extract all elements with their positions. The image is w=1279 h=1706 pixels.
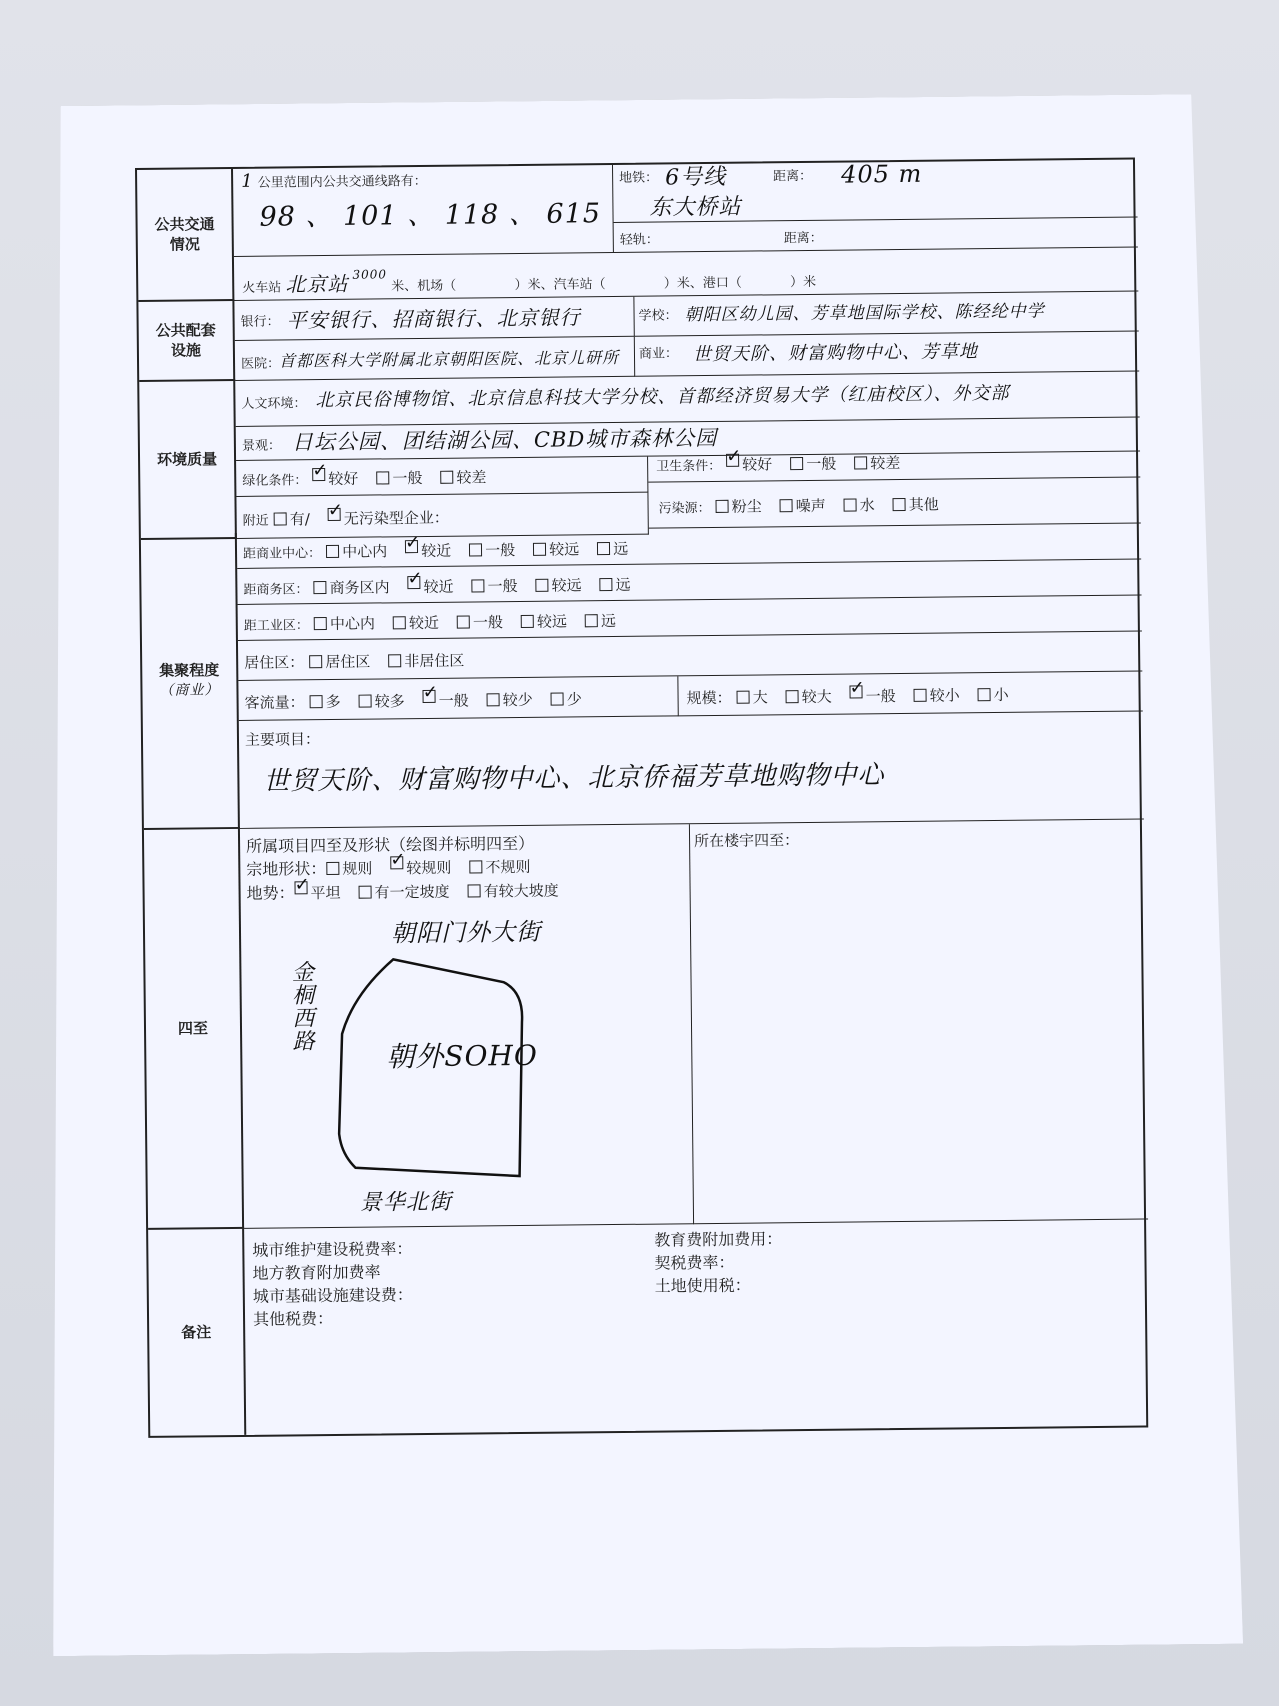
terrain-option[interactable] [359, 883, 450, 902]
checkbox-icon[interactable] [850, 685, 863, 698]
green-label: 绿化条件： [242, 473, 308, 489]
checkbox-icon[interactable] [405, 540, 418, 553]
building-boundary-cell [690, 819, 1148, 1224]
airport-label: 米、机场（ [391, 278, 457, 295]
traffic-label: 客流量： [244, 693, 305, 712]
meter-end-label: ）米 [790, 274, 817, 291]
green-cell [236, 457, 648, 497]
bus-lines-value: 98 、 101 、 118 、 615 [259, 198, 602, 233]
option-label: 大 [752, 688, 768, 707]
checkbox-icon[interactable] [274, 512, 287, 525]
commerce-label: 商业： [638, 346, 679, 362]
project-boundary-cell [240, 824, 694, 1229]
culture-label: 人文环境： [241, 396, 307, 412]
bank-label: 银行： [240, 314, 280, 330]
port-label: ）米、港口（ [663, 275, 742, 292]
shape-option[interactable] [390, 859, 451, 878]
option-label: 无污染型企业： [343, 508, 449, 528]
option-label: 商务区内 [329, 578, 390, 597]
option-label: 不规则 [485, 857, 531, 877]
checkbox-icon[interactable] [469, 860, 482, 873]
ind-option[interactable] [585, 612, 616, 630]
shape-label: 宗地形状： [246, 859, 327, 879]
option-label: 较小 [929, 686, 960, 705]
sketch-west-label: 金桐西路 [288, 960, 315, 1053]
pollution-label: 污染源： [658, 500, 711, 517]
subway-label: 地铁： [619, 170, 659, 186]
checkbox-icon[interactable] [487, 693, 500, 706]
checkbox-icon[interactable] [780, 499, 793, 512]
option-label: 远 [613, 539, 629, 559]
remark-item: 地方教育附加费率 [252, 1262, 381, 1283]
residential-label: 居住区： [244, 653, 305, 672]
traffic-option[interactable] [423, 692, 469, 710]
option-label: 有/ [289, 510, 310, 529]
checkbox-icon[interactable] [716, 500, 729, 513]
checkbox-icon[interactable] [893, 498, 906, 511]
section-header-agglomeration [141, 533, 240, 830]
remark-item: 城市维护建设税费率： [252, 1239, 413, 1260]
checkbox-icon[interactable] [786, 690, 799, 703]
checkbox-icon[interactable] [312, 468, 325, 481]
ind-option[interactable] [457, 613, 503, 631]
option-label: 一般 [438, 691, 469, 710]
checkbox-icon[interactable] [309, 655, 322, 668]
terrain-option[interactable] [468, 882, 559, 901]
option-label: 较好 [742, 455, 773, 474]
traffic-option[interactable] [551, 690, 582, 708]
option-label: 少 [566, 690, 582, 709]
sanitation-cell [648, 437, 1140, 482]
agglomeration-note: （商业） [159, 682, 220, 699]
bus-station-label: ）米、汽车站（ [514, 277, 606, 294]
checkbox-icon[interactable] [790, 457, 803, 470]
checkbox-icon[interactable] [585, 614, 598, 627]
section-header-remarks: 备注 [148, 1229, 246, 1436]
remark-item: 其他税费： [252, 1308, 334, 1329]
option-label: 有较大坡度 [483, 881, 559, 901]
bc-option[interactable] [469, 541, 515, 559]
sanitation-label: 卫生条件： [656, 458, 722, 475]
bank-cell [234, 297, 634, 341]
option-label: 平坦 [310, 883, 341, 903]
bc-option[interactable] [326, 542, 387, 561]
checkbox-icon[interactable] [457, 616, 470, 629]
option-label: 较近 [423, 577, 454, 597]
subway-line-value: 6号线 [665, 164, 727, 191]
checkbox-icon[interactable] [390, 856, 403, 869]
commerce-cell [635, 331, 1139, 376]
checkbox-icon[interactable] [310, 695, 323, 708]
checkbox-icon[interactable] [326, 545, 339, 558]
option-label: 远 [615, 575, 631, 594]
train-distance-value: 3000 [352, 267, 388, 282]
sketch-center-label: 朝外SOHO [386, 1038, 539, 1074]
sanitation-option[interactable] [790, 455, 836, 473]
scale-option[interactable] [850, 687, 896, 705]
remarks-right-list [654, 1227, 783, 1297]
remark-item: 教育费附加费用： [654, 1229, 783, 1250]
light-rail-label: 轻轨： [619, 232, 659, 248]
option-label: 规则 [342, 859, 373, 878]
hospital-value: 首都医科大学附属北京朝阳医院、北京儿研所 [278, 347, 620, 371]
survey-form [135, 158, 1148, 1438]
bd-option[interactable] [313, 578, 389, 597]
checkbox-icon[interactable] [914, 689, 927, 702]
ind-option[interactable] [314, 615, 375, 634]
traffic-cell [238, 676, 678, 721]
checkbox-icon[interactable] [359, 886, 372, 899]
option-label: 中心内 [329, 614, 376, 633]
checkbox-icon[interactable] [535, 579, 548, 592]
hospital-label: 医院： [240, 356, 281, 372]
checkbox-icon[interactable] [978, 688, 991, 701]
remark-item: 城市基础设施建设费： [252, 1285, 413, 1306]
hospital-cell [235, 337, 635, 381]
subway-station-value: 东大桥站 [649, 194, 742, 221]
option-label: 一般 [485, 541, 516, 560]
option-label: 中心内 [342, 542, 388, 561]
option-label: 其他 [908, 495, 939, 514]
option-label: 较远 [536, 612, 568, 631]
remarks-cell [244, 1219, 1150, 1434]
option-label: 较差 [870, 454, 901, 473]
checkbox-icon[interactable] [328, 508, 341, 521]
checkbox-icon[interactable] [388, 654, 401, 667]
checkbox-icon[interactable] [359, 695, 372, 708]
green-option[interactable] [376, 469, 422, 487]
scale-option[interactable] [786, 688, 832, 706]
checkbox-icon[interactable] [844, 498, 857, 511]
bus-cell [233, 165, 614, 257]
scale-cell [678, 671, 1142, 716]
train-station-value: 北京站 [285, 271, 349, 297]
bd-option[interactable] [471, 577, 517, 595]
subway-cell [613, 160, 1138, 223]
option-label: 有一定坡度 [374, 882, 450, 902]
school-value: 朝阳区幼儿园、芳草地国际学校、陈经纶中学 [684, 301, 1045, 326]
checkbox-icon[interactable] [313, 581, 326, 594]
checkbox-icon[interactable] [737, 691, 750, 704]
pollution-option[interactable] [844, 496, 875, 514]
scale-option[interactable] [737, 688, 768, 706]
pollution-cell [648, 477, 1140, 528]
scenery-value: 日坛公园、团结湖公园、CBD城市森林公园 [291, 425, 718, 455]
option-label: 较多 [374, 692, 405, 711]
sanitation-option[interactable] [726, 455, 772, 473]
option-label: 水 [859, 496, 875, 515]
option-label: 一般 [487, 577, 518, 596]
projects-cell [239, 711, 1144, 828]
terrain-label: 地势： [246, 883, 295, 903]
option-label: 非居住区 [404, 651, 465, 671]
pollution-option[interactable] [893, 496, 939, 514]
business-center-label: 距商业中心： [242, 546, 322, 562]
sketch-north-label: 朝阳门外大街 [390, 917, 542, 948]
bus-label: 公里范围内公共交通线路有： [257, 173, 427, 191]
checkbox-icon[interactable] [314, 617, 327, 630]
checkbox-icon[interactable] [407, 576, 420, 589]
ind-option[interactable] [521, 613, 567, 631]
school-label: 学校： [638, 308, 678, 324]
pollution-option[interactable] [716, 497, 762, 515]
bc-option[interactable] [405, 542, 451, 560]
industrial-label: 距工业区： [243, 618, 309, 634]
scale-option[interactable] [914, 686, 960, 704]
section-header-transit: 公共交通 情况 [137, 169, 234, 302]
green-option[interactable] [312, 470, 358, 488]
building-boundary-label: 所在楼宇四至： [693, 831, 800, 851]
res-option[interactable] [309, 653, 370, 672]
bank-value: 平安银行、招商银行、北京银行 [286, 305, 581, 333]
projects-value: 世贸天阶、财富购物中心、北京侨福芳草地购物中心 [263, 760, 885, 797]
checkbox-icon[interactable] [599, 578, 612, 591]
green-option[interactable] [440, 468, 486, 486]
terrain-option[interactable] [295, 884, 341, 902]
bd-option[interactable] [599, 576, 630, 594]
sketch-south-label: 景华北街 [359, 1189, 452, 1216]
scale-label: 规模： [686, 688, 732, 708]
option-label: 较近 [408, 613, 440, 633]
school-cell [634, 291, 1138, 336]
project-boundary-label: 所属项目四至及形状（绘图并标明四至） [246, 833, 535, 856]
option-label: 噪声 [795, 496, 826, 516]
section-header-boundaries: 四至 [144, 829, 244, 1230]
light-rail-distance-label: 距离： [783, 230, 823, 247]
option-label: 一般 [472, 613, 504, 632]
checkbox-icon[interactable] [469, 543, 482, 556]
bc-option[interactable] [533, 540, 579, 558]
bc-option[interactable] [597, 540, 628, 558]
pollution-option[interactable] [780, 497, 826, 515]
option-label: 较差 [456, 468, 487, 487]
checkbox-icon[interactable] [393, 616, 406, 629]
bus-count: 1 [241, 170, 254, 192]
checkbox-icon[interactable] [326, 862, 339, 875]
option-label: 较好 [328, 469, 359, 488]
culture-value: 北京民俗博物馆、北京信息科技大学分校、首都经济贸易大学（红庙校区）、外交部 [315, 382, 1010, 412]
checkbox-icon[interactable] [726, 454, 739, 467]
option-label: 较远 [549, 540, 580, 559]
checkbox-icon[interactable] [854, 456, 867, 469]
remarks-left-list [252, 1237, 413, 1331]
section-header-facilities: 公共配套 设施 [138, 301, 235, 382]
option-label: 小 [993, 685, 1009, 705]
ind-option[interactable] [393, 614, 439, 632]
scale-option[interactable] [978, 686, 1009, 704]
subway-distance-label: 距离： [773, 168, 813, 185]
shape-option[interactable] [326, 860, 372, 878]
nearby-label: 附近 [242, 513, 269, 529]
checkbox-icon[interactable] [376, 471, 389, 484]
shape-option[interactable] [469, 858, 530, 877]
train-label: 火车站 [242, 280, 282, 296]
option-label: 较大 [801, 687, 832, 707]
remark-item: 土地使用税： [654, 1275, 751, 1296]
checkbox-icon[interactable] [471, 579, 484, 592]
checkbox-icon[interactable] [597, 542, 610, 555]
business-district-label: 距商务区： [243, 582, 309, 598]
res-option[interactable] [388, 652, 464, 671]
remark-item: 契税费率： [654, 1252, 735, 1273]
checkbox-icon[interactable] [551, 693, 564, 706]
nearby-option[interactable] [274, 510, 310, 528]
subway-distance-value: 405 m [840, 159, 923, 189]
option-label: 远 [600, 611, 617, 631]
bd-option[interactable] [407, 578, 453, 596]
checkbox-icon[interactable] [423, 690, 436, 703]
option-label: 一般 [392, 469, 423, 488]
traffic-option[interactable] [310, 693, 341, 711]
checkbox-icon[interactable] [533, 543, 546, 556]
option-label: 粉尘 [731, 497, 762, 516]
scenery-label: 景观： [241, 438, 282, 454]
traffic-option[interactable] [359, 692, 405, 710]
option-label: 一般 [865, 687, 896, 706]
section-header-environment: 环境质量 [139, 381, 237, 540]
bd-option[interactable] [535, 576, 581, 594]
sanitation-option[interactable] [854, 454, 900, 472]
option-label: 较规则 [406, 858, 452, 878]
checkbox-icon[interactable] [294, 881, 307, 894]
option-label: 一般 [806, 454, 837, 473]
commerce-value: 世贸天阶、财富购物中心、芳草地 [692, 341, 979, 366]
projects-label: 主要项目： [244, 730, 321, 749]
option-label: 较近 [421, 541, 452, 561]
option-label: 多 [325, 692, 341, 712]
checkbox-icon[interactable] [521, 615, 534, 628]
option-label: 居住区 [325, 652, 371, 672]
option-label: 较少 [502, 690, 533, 710]
nearby-option[interactable] [328, 509, 449, 528]
option-label: 较远 [551, 576, 582, 595]
checkbox-icon[interactable] [468, 884, 481, 897]
agglomeration-title: 集聚程度 [159, 661, 220, 680]
traffic-option[interactable] [487, 691, 533, 709]
checkbox-icon[interactable] [440, 471, 453, 484]
